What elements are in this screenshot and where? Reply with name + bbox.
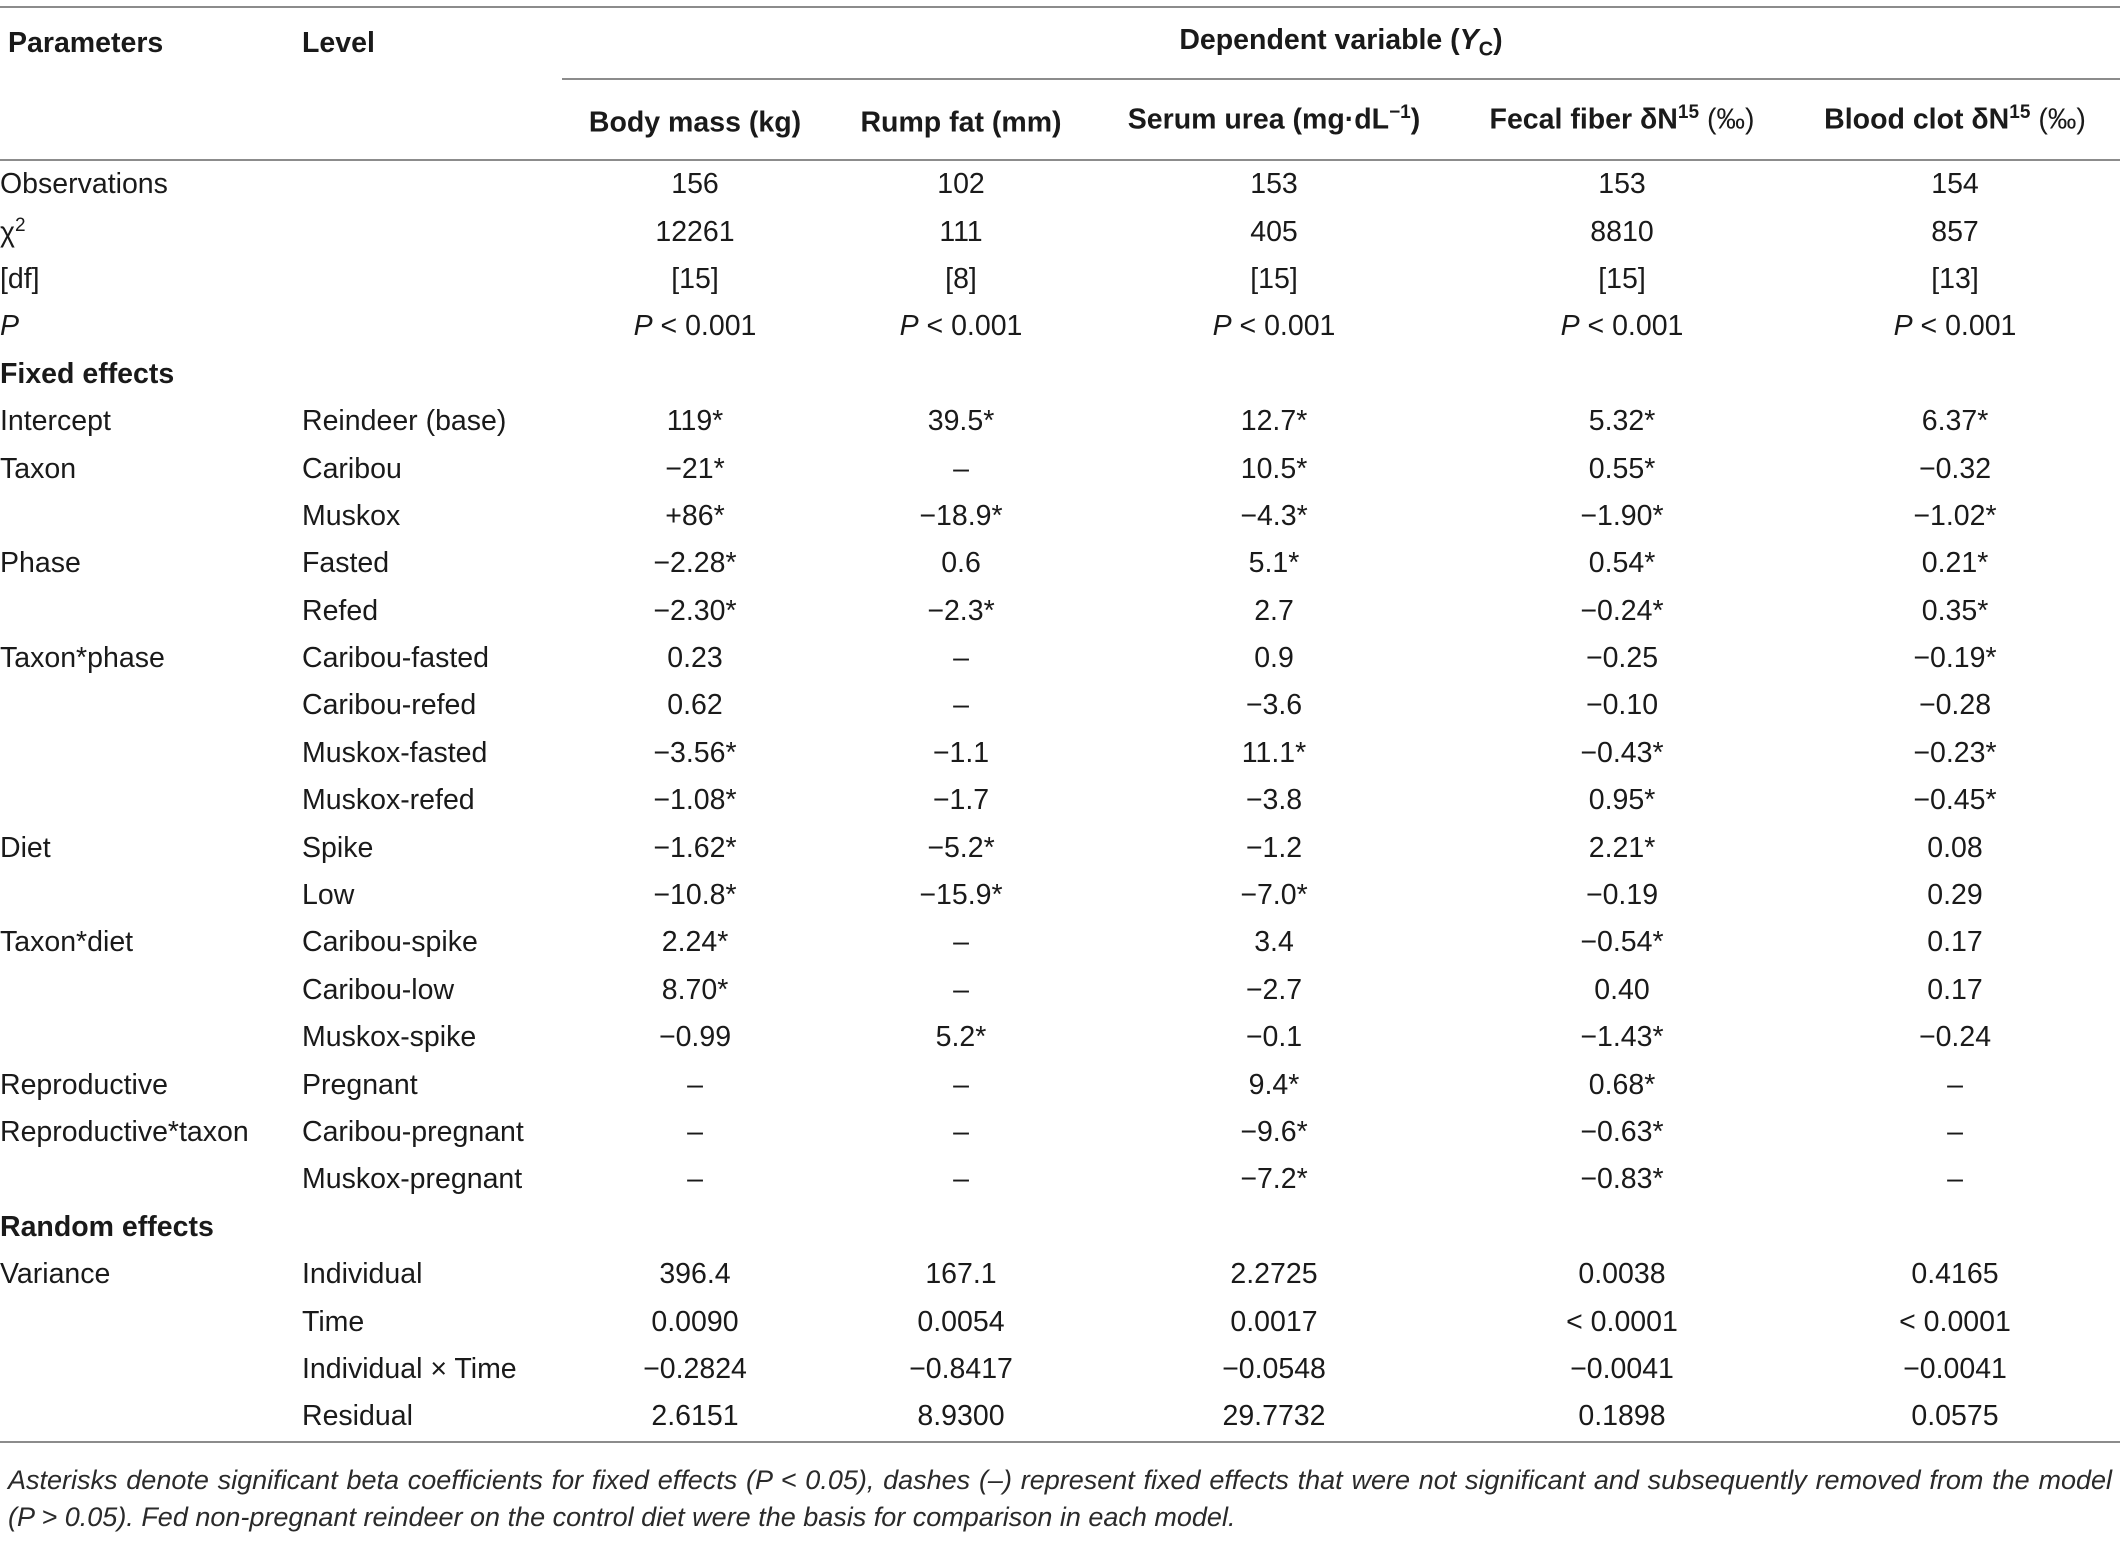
section-header: Fixed effects <box>0 357 175 390</box>
row-parameter <box>0 588 302 635</box>
cell-value: 12.7* <box>1240 405 1308 438</box>
row-level: Caribou-pregnant <box>302 1116 524 1148</box>
cell-value: −1.90* <box>1580 499 1664 532</box>
cell-value: −1.7 <box>932 784 990 817</box>
cell-value: 0.08 <box>1927 831 1983 864</box>
cell-value: – <box>953 642 969 675</box>
table-row <box>0 1346 2120 1393</box>
cell-value: 0.21* <box>1921 547 1989 580</box>
cell-value: −21* <box>665 452 725 485</box>
header-parameters: Parameters <box>8 27 164 59</box>
cell-value: −0.2824 <box>643 1352 747 1385</box>
cell-value: −1.02* <box>1913 499 1997 532</box>
cell-value: 0.6 <box>941 547 981 580</box>
cell-value: −0.32 <box>1918 452 1992 485</box>
cell-value: 0.17 <box>1927 926 1983 959</box>
row-parameter <box>0 967 302 1014</box>
cell-value: < 0.0001 <box>1566 1305 1678 1338</box>
cell-value: 0.1898 <box>1578 1400 1666 1433</box>
cell-value: – <box>687 1163 703 1196</box>
table-row <box>0 1109 2120 1156</box>
cell-value: −0.43* <box>1580 736 1664 769</box>
cell-value: 167.1 <box>925 1258 997 1291</box>
cell-value: 0.0017 <box>1230 1305 1318 1338</box>
row-level: Muskox-fasted <box>302 736 488 769</box>
cell-value: 3.4 <box>1254 926 1294 959</box>
column-header: Blood clot $\delta N^{15}$ (‰) <box>1824 102 2086 136</box>
row-level: Caribou <box>302 452 402 485</box>
cell-value: −5.2* <box>927 831 995 864</box>
row-level: Caribou-refed <box>302 689 477 722</box>
cell-value: – <box>953 1163 969 1196</box>
cell-value: −7.0* <box>1240 879 1308 912</box>
table-row <box>0 588 2120 635</box>
row-level: Muskox-pregnant <box>302 1163 523 1196</box>
row-level: Caribou-low <box>302 973 455 1006</box>
cell-value: 0.4165 <box>1911 1258 1999 1291</box>
row-level: Caribou-fasted <box>302 642 489 675</box>
cell-value: −0.0041 <box>1903 1352 2007 1385</box>
cell-value: 0.0038 <box>1578 1258 1666 1291</box>
table-row <box>0 1061 2120 1108</box>
row-parameter <box>0 730 302 777</box>
cell-value: −0.23* <box>1913 736 1997 769</box>
cell-value: 0.54* <box>1588 547 1656 580</box>
cell-value: −0.63* <box>1580 1116 1664 1148</box>
cell-value: 0.9 <box>1254 642 1294 675</box>
cell-value: −0.45* <box>1913 784 1997 817</box>
row-parameter <box>0 1393 302 1441</box>
cell-value: 2.7 <box>1254 594 1294 627</box>
cell-value: −1.2 <box>1245 831 1303 864</box>
cell-value: 0.68* <box>1588 1068 1656 1101</box>
row-parameter: Phase <box>0 547 81 580</box>
cell-value: 39.5* <box>927 405 995 438</box>
cell-value: 2.24* <box>661 926 729 959</box>
row-parameter <box>0 493 302 540</box>
cell-value: −0.8417 <box>909 1352 1013 1385</box>
cell-value: −0.0548 <box>1222 1352 1326 1385</box>
row-parameter: Taxon*phase <box>0 642 165 675</box>
cell-value: 0.29 <box>1927 879 1983 912</box>
cell-value: – <box>953 926 969 959</box>
table-row <box>0 872 2120 919</box>
cell-value: −0.0041 <box>1570 1352 1674 1385</box>
cell-value: −10.8* <box>653 879 737 912</box>
cell-value: – <box>1947 1163 1963 1196</box>
cell-value: 5.32* <box>1588 405 1656 438</box>
cell-value: −15.9* <box>919 879 1003 912</box>
cell-value: −0.19 <box>1585 879 1659 912</box>
cell-value: −2.7 <box>1245 973 1303 1006</box>
cell-value: −9.6* <box>1240 1116 1308 1148</box>
fixed-effects-rows <box>0 398 2120 1204</box>
cell-value: −2.3* <box>927 594 995 627</box>
row-parameter <box>0 682 302 729</box>
column-header: Serum urea $(mg\cdot dL^{-1})$ <box>1127 102 1421 136</box>
table-row <box>0 1298 2120 1345</box>
cell-value: −7.2* <box>1240 1163 1308 1196</box>
cell-value: −0.25 <box>1585 642 1659 675</box>
row-parameter <box>0 872 302 919</box>
cell-value: 10.5* <box>1240 452 1308 485</box>
cell-value: 0.55* <box>1588 452 1656 485</box>
row-parameter <box>0 1298 302 1345</box>
row-level: Individual × Time <box>302 1352 517 1385</box>
cell-value: 0.95* <box>1588 784 1656 817</box>
row-level: Low <box>302 879 355 912</box>
table-row <box>0 1393 2120 1441</box>
cell-value: −0.24 <box>1918 1021 1992 1054</box>
table-row <box>0 730 2120 777</box>
cell-value: 0.23 <box>667 642 723 675</box>
row-parameter <box>0 1014 302 1061</box>
table-row <box>0 493 2120 540</box>
cell-value: – <box>687 1068 703 1101</box>
cell-value: 396.4 <box>659 1258 731 1291</box>
cell-value: 0.40 <box>1594 973 1650 1006</box>
row-level: Muskox-spike <box>302 1021 477 1054</box>
table-row: Observations 156 102 153 153 154 <box>0 168 1979 201</box>
random-effects-rows <box>0 1251 2120 1442</box>
cell-value: −1.43* <box>1580 1021 1664 1054</box>
cell-value: −18.9* <box>919 499 1003 532</box>
cell-value: 0.62 <box>667 689 723 722</box>
row-level: Caribou-spike <box>302 926 478 959</box>
results-table <box>0 6 2120 1443</box>
row-level: Time <box>302 1305 365 1338</box>
table-row <box>0 398 2120 445</box>
cell-value: 0.17 <box>1927 973 1983 1006</box>
cell-value: −0.54* <box>1580 926 1664 959</box>
row-level: Reindeer (base) <box>302 405 507 438</box>
cell-value: 0.0090 <box>651 1305 739 1338</box>
cell-value: −0.99 <box>658 1021 732 1054</box>
cell-value: 11.1* <box>1241 736 1307 769</box>
cell-value: 8.70* <box>661 973 729 1006</box>
column-header: Fecal fiber $\delta N^{15}$ (‰) <box>1489 102 1755 136</box>
row-level: Residual <box>302 1400 413 1433</box>
row-parameter: Taxon*diet <box>0 926 134 959</box>
cell-value: – <box>953 1116 969 1148</box>
cell-value: −1.08* <box>653 784 737 817</box>
cell-value: −2.28* <box>653 547 737 580</box>
table-row: $\chi^2$ 12261 111 405 8810 857 <box>0 214 1979 249</box>
cell-value: +86* <box>665 499 725 532</box>
cell-value: 29.7732 <box>1222 1400 1326 1433</box>
cell-value: – <box>953 1068 969 1101</box>
cell-value: −0.83* <box>1580 1163 1664 1196</box>
row-level: Pregnant <box>302 1068 418 1101</box>
cell-value: 6.37* <box>1921 405 1989 438</box>
cell-value: 2.21* <box>1588 831 1656 864</box>
cell-value: −2.30* <box>653 594 737 627</box>
cell-value: – <box>953 689 969 722</box>
cell-value: −3.8 <box>1245 784 1303 817</box>
cell-value: −3.6 <box>1245 689 1303 722</box>
cell-value: 0.35* <box>1921 594 1989 627</box>
row-level: Fasted <box>302 547 390 580</box>
cell-value: – <box>1947 1068 1963 1101</box>
cell-value: 0.0575 <box>1911 1400 1999 1433</box>
table-row: [df] [15] [8] [15] [15] [13] <box>0 262 1979 295</box>
row-parameter: Intercept <box>0 405 111 438</box>
table-row <box>0 1014 2120 1061</box>
cell-value: −1.1 <box>932 736 990 769</box>
row-level: Spike <box>302 831 374 864</box>
cell-value: −0.28 <box>1918 689 1992 722</box>
cell-value: −4.3* <box>1240 499 1308 532</box>
cell-value: < 0.0001 <box>1899 1305 2011 1338</box>
row-parameter <box>0 1346 302 1393</box>
cell-value: – <box>687 1116 703 1148</box>
table-row: P P < 0.001 P < 0.001 P < 0.001 P < 0.001 P < 0.001 <box>0 310 2017 343</box>
table-row <box>0 967 2120 1014</box>
section-header: Random effects <box>0 1210 214 1243</box>
row-level: Individual <box>302 1258 423 1291</box>
cell-value: 8.9300 <box>917 1400 1005 1433</box>
table-row <box>0 445 2120 492</box>
cell-value: −0.19* <box>1913 642 1997 675</box>
row-parameter <box>0 1156 302 1203</box>
row-parameter: Taxon <box>0 452 77 485</box>
table-row <box>0 540 2120 587</box>
cell-value: −0.10 <box>1585 689 1659 722</box>
row-level: Muskox-refed <box>302 784 475 817</box>
header-dependent-variable: Dependent variable $(Y_C)$ <box>562 8 2120 79</box>
cell-value: −3.56* <box>653 736 737 769</box>
cell-value: 2.2725 <box>1230 1258 1318 1291</box>
row-parameter: Diet <box>0 831 51 864</box>
table-row <box>0 682 2120 729</box>
cell-value: 9.4* <box>1248 1068 1300 1101</box>
table-row <box>0 1251 2120 1298</box>
row-parameter: Reproductive <box>0 1068 168 1101</box>
cell-value: – <box>953 452 969 485</box>
cell-value: 0.0054 <box>917 1305 1005 1338</box>
row-parameter <box>0 777 302 824</box>
cell-value: −1.62* <box>653 831 737 864</box>
table-row <box>0 1156 2120 1203</box>
cell-value: 5.1* <box>1248 547 1300 580</box>
row-level: Refed <box>302 594 379 627</box>
row-level: Muskox <box>302 499 401 532</box>
column-header: Body mass (kg) <box>588 106 802 139</box>
cell-value: – <box>1947 1116 1963 1148</box>
cell-value: 119* <box>666 405 724 438</box>
table-row <box>0 635 2120 682</box>
row-parameter: Reproductive*taxon <box>0 1116 249 1148</box>
cell-value: 2.6151 <box>651 1400 739 1433</box>
cell-value: −0.24* <box>1580 594 1664 627</box>
table-footnote: Asterisks denote significant beta coefficients for fixed effects (P < 0.05), dashes (–) represent fixed effects that were not significant and subsequently removed from the model (P > 0.05). Fed non-pregnant reindeer on the control diet were the basis for comparison in each model. <box>8 1465 2112 1532</box>
column-header: Rump fat (mm) <box>860 106 1062 139</box>
cell-value: 5.2* <box>935 1021 987 1054</box>
row-parameter: Variance <box>0 1258 111 1291</box>
table-row <box>0 824 2120 871</box>
header-level: Level <box>302 27 375 59</box>
table-row <box>0 777 2120 824</box>
cell-value: −0.1 <box>1245 1021 1303 1054</box>
cell-value: – <box>953 973 969 1006</box>
table-row <box>0 919 2120 966</box>
